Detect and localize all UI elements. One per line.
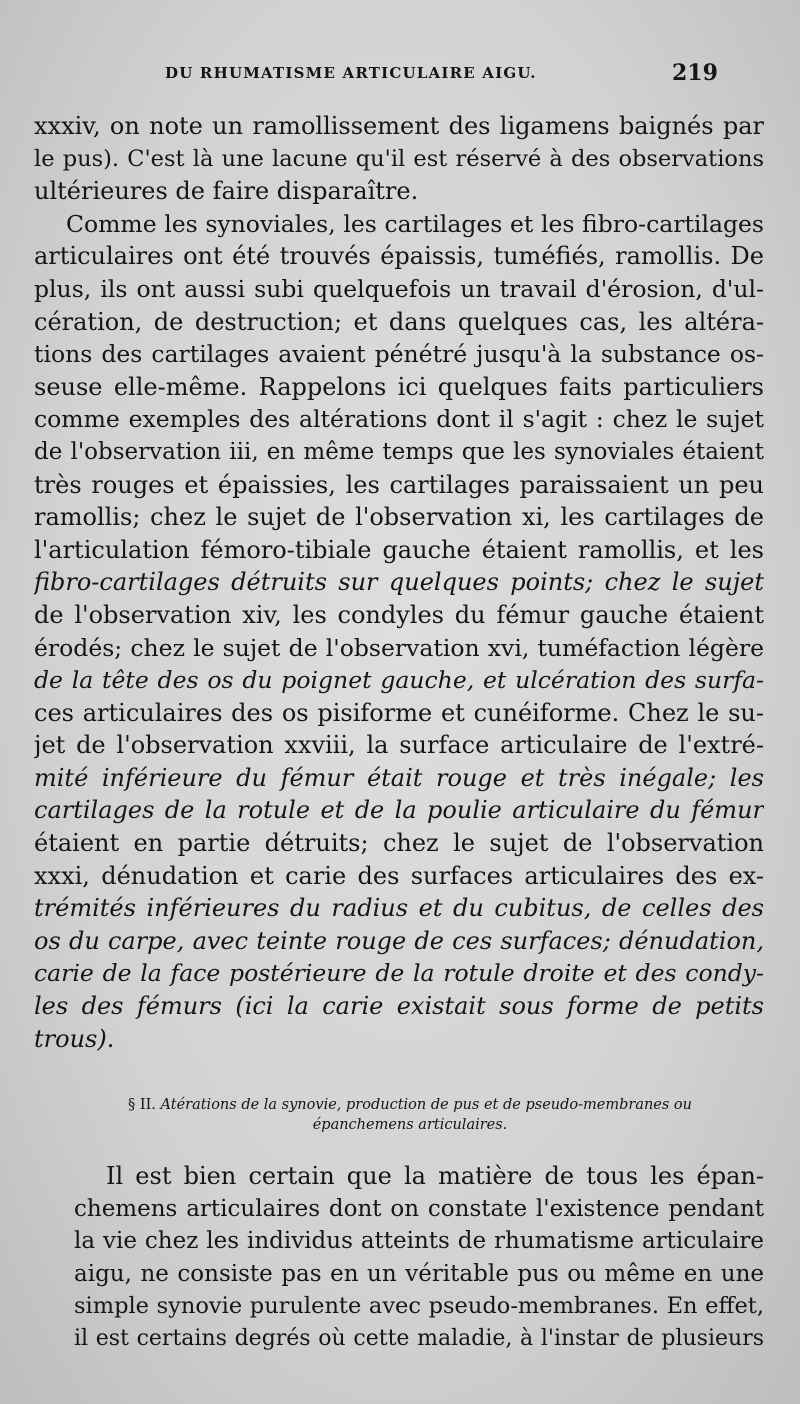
text-line: ces articulaires des os pisiforme et cunéiforme. Chez le su- [34,698,764,727]
text-line: os du carpe, avec teinte rouge de ces surfaces; dénudation, [34,926,764,955]
text-line: de la tête des os du poignet gauche, et ulcération des surfa- [34,666,764,695]
section-title: Atérations de la synovie, production de pus et de pseudo-membranes ou [160,1097,692,1113]
text-line: l'articulation fémoro-tibiale gauche étaient ramollis, et les [34,535,764,564]
page-header [0,60,800,90]
text-line: seuse elle-même. Rappelons ici quelques faits particuliers [34,372,764,401]
text-line: articulaires ont été trouvés épaissis, tuméfiés, ramollis. De [34,242,764,271]
text-line: Comme les synoviales, les cartilages et les fibro-cartilages [66,209,764,238]
text-line: érodés; chez le sujet de l'observation xvi, tuméfaction légère [34,633,764,662]
text-line: de l'observation iii, en même temps que les synoviales étaient [34,438,764,465]
text-line: la vie chez les individus atteints de rhumatisme articulaire [74,1228,764,1254]
text-line: Il est bien certain que la matière de tous les épan- [106,1162,764,1190]
running-head: DU RHUMATISME ARTICULAIRE AIGU. [165,64,537,82]
section-heading-line [60,1095,760,1115]
main-text [34,110,764,1055]
text-line: carie de la face postérieure de la rotule droite et des condy- [34,959,764,988]
section-mark: § II. [127,1097,156,1113]
text-line: de l'observation xiv, les condyles du fémur gauche étaient [34,600,764,629]
text-line: plus, ils ont aussi subi quelquefois un travail d'érosion, d'ul- [34,274,764,303]
text-line: le pus). C'est là une lacune qu'il est réservé à des observations [34,145,764,172]
text-line: ramollis; chez le sujet de l'observation xi, les cartilages de [34,503,764,532]
text-line: il est certains degrés où cette maladie, à l'instar de plusieurs [74,1325,764,1351]
text-line: jet de l'observation xxviii, la surface articulaire de l'extré- [34,731,764,760]
text-line: fibro-cartilages détruits sur quelques points; chez le sujet [34,568,764,597]
section-title-continued: épanchemens articulaires. [312,1117,508,1133]
text-line: mité inférieure du fémur était rouge et très inégale; les [34,763,764,792]
text-line: tions des cartilages avaient pénétré jusqu'à la substance os- [34,340,764,369]
text-line: les des fémurs (ici la carie existait sous forme de petits [34,992,764,1021]
page-number: 219 [672,60,718,86]
text-line: xxxiv, on note un ramollissement des ligamens baignés par [34,112,764,140]
text-line: xxxi, dénudation et carie des surfaces articulaires des ex- [34,861,764,890]
text-line: étaient en partie détruits; chez le sujet de l'observation [34,829,764,858]
text-line: ultérieures de faire disparaître. [34,177,419,206]
section-text [74,1160,764,1355]
text-line: simple synovie purulente avec pseudo-membranes. En effet, [74,1293,764,1319]
text-line: très rouges et épaissies, les cartilages paraissaient un peu [34,470,764,499]
text-line: cartilages de la rotule et de la poulie articulaire du fémur [34,796,764,825]
text-line: trémités inférieures du radius et du cubitus, de celles des [34,894,764,923]
text-line: aigu, ne consiste pas en un véritable pus ou même en une [74,1260,764,1287]
text-line: trous). [34,1024,115,1053]
text-line: chemens articulaires dont on constate l'existence pendant [74,1195,764,1222]
section-heading [60,1095,760,1135]
text-line: comme exemples des altérations dont il s'agit : chez le sujet [34,405,764,434]
text-line: cération, de destruction; et dans quelques cas, les altéra- [34,307,764,336]
